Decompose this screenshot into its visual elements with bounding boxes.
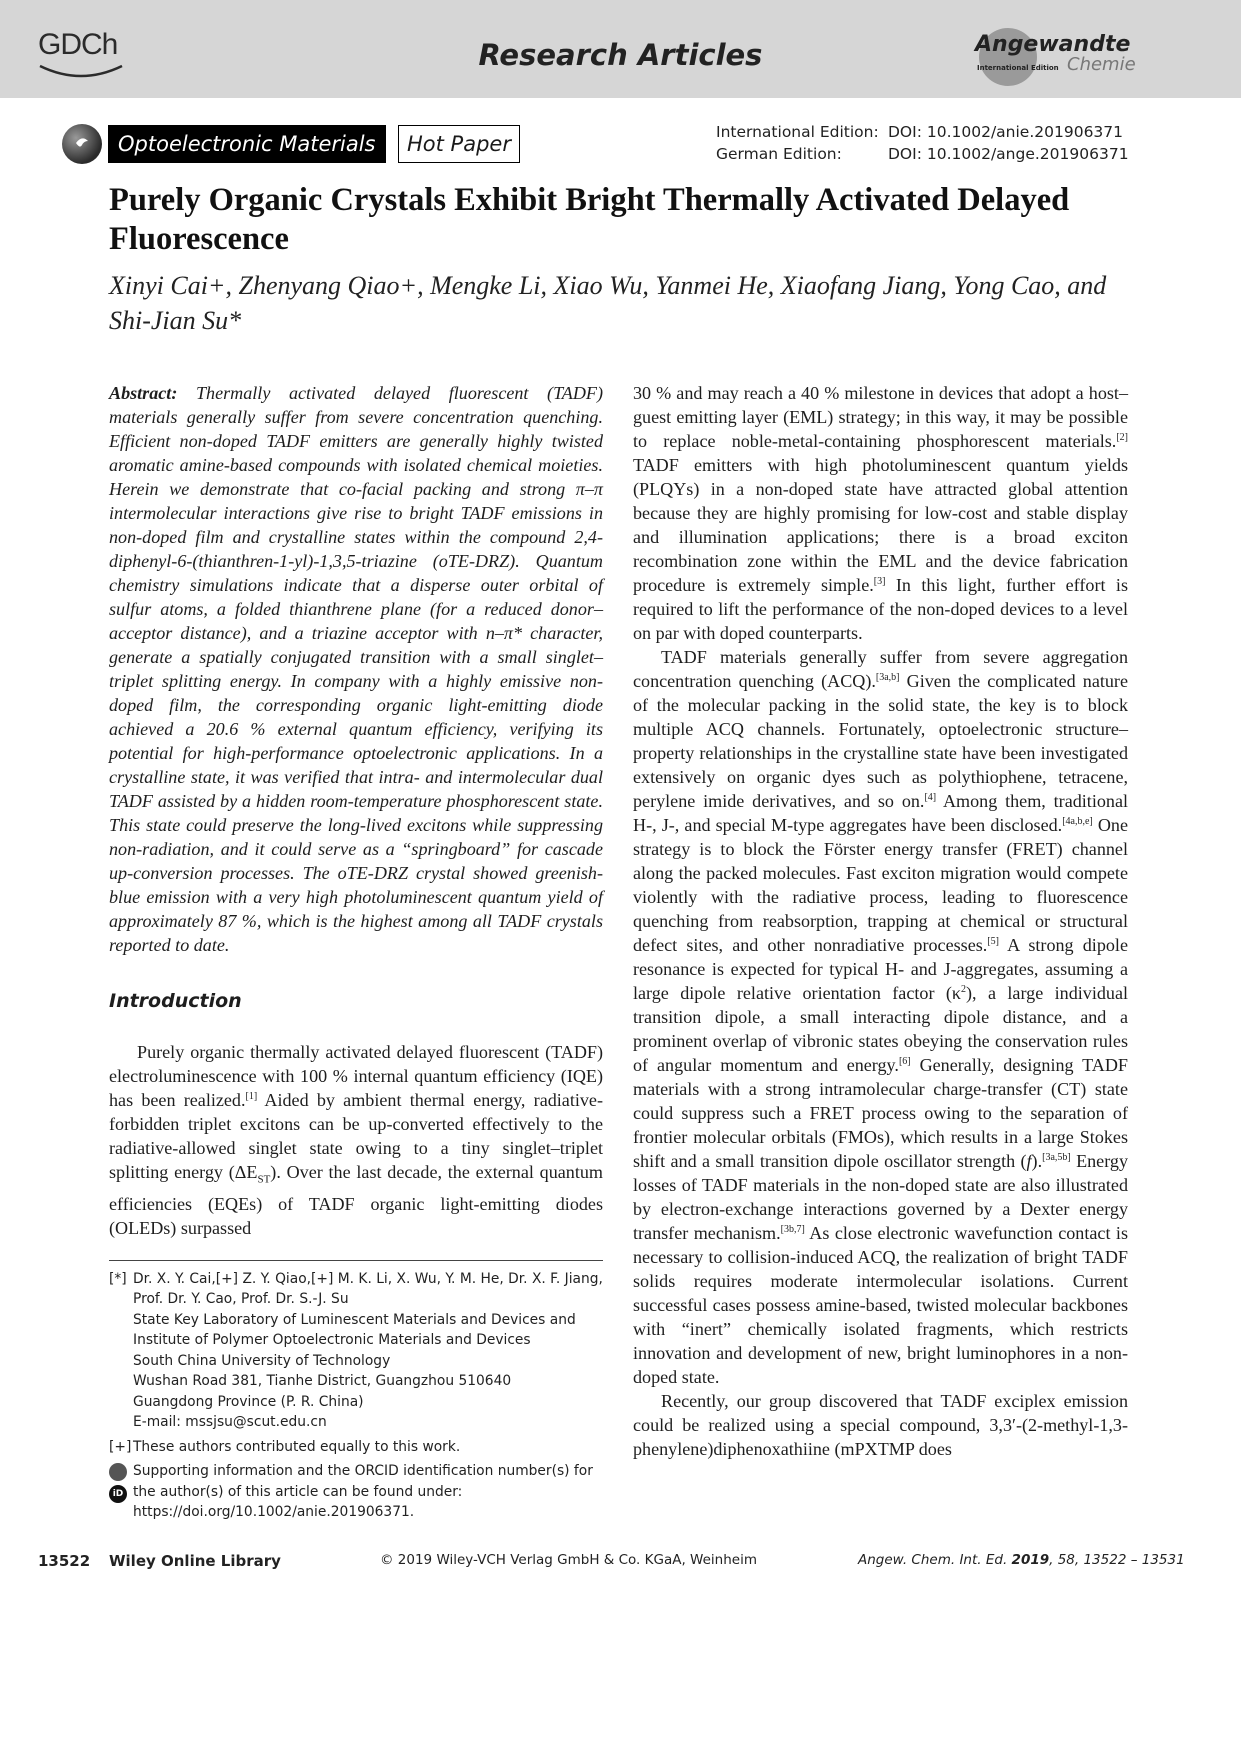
abstract <box>109 381 603 957</box>
body-paragraph <box>633 381 1128 645</box>
body-paragraph <box>633 645 1128 1389</box>
journal-logo-sub: Chemie <box>1067 54 1136 75</box>
body-text: Given the complicated nature of the molecular packing in the solid state, the key is to block multiple ACQ channels. Fortunately, optoelectronic structure–property relationships in the crystalline state have been investigated extensively on organic dyes such as polythiophene, tetracene, perylene imide derivatives, and so on. <box>633 671 1128 811</box>
body-text: TADF emitters with high photoluminescent quantum yields (PLQYs) in a non-doped state have attracted global attention because they are highly promising for low-cost and stable display and illumination applications; there is a broad exciton recombination zone within the EML and the device fabrication procedure is extremely simple. <box>633 455 1128 595</box>
footnote-rule <box>109 1260 603 1261</box>
doi-intl-label: International Edition: <box>716 123 879 141</box>
affil-line: Dr. X. Y. Cai,[+] Z. Y. Qiao,[+] M. K. Li, X. Wu, Y. M. He, Dr. X. F. Jiang, <box>133 1270 603 1287</box>
page-number: 13522 <box>38 1552 91 1570</box>
category-label: Optoelectronic Materials <box>108 125 386 163</box>
citation-ref[interactable]: [3b,7] <box>780 1223 805 1235</box>
doi-block <box>716 121 1129 165</box>
equal-mark: [+] <box>109 1438 132 1455</box>
journal-logo-edition: International Edition <box>977 64 1059 72</box>
doi-intl-value[interactable]: DOI: 10.1002/anie.201906371 <box>888 123 1124 141</box>
body-text: ), a large individual transition dipole, a small interacting dipole distance, and a prominent overlap of vibronic states obeying the conservation rules of angular momentum and energy. <box>633 983 1128 1075</box>
affil-line: Institute of Polymer Optoelectronic Materials and Devices <box>133 1332 531 1349</box>
orcid-icon[interactable]: iD <box>109 1485 127 1503</box>
citation-ref[interactable]: [4a,b,e] <box>1062 815 1093 827</box>
journal-logo-main: Angewandte <box>975 32 1131 57</box>
superscript: 2 <box>961 983 967 995</box>
abstract-label: Abstract: <box>109 383 178 403</box>
intro-text-c: ). Over the last decade, the external quantum efficiencies (EQEs) of TADF organic light-emitting diodes (OLEDs) surpassed <box>109 1162 603 1238</box>
citation-ref[interactable]: [3a,5b] <box>1042 1151 1071 1163</box>
gdch-logo: GDCh <box>38 28 118 61</box>
affiliation-mark: [*] <box>109 1270 127 1287</box>
intro-heading: Introduction <box>109 990 242 1012</box>
affil-line: State Key Laboratory of Luminescent Materials and Devices and <box>133 1311 576 1328</box>
body-text: A strong dipole resonance is expected for typical H- and J-aggregates, assuming a large dipole relative orientation factor (κ <box>633 935 1128 1003</box>
body-text: One strategy is to block the Förster energy transfer (FRET) channel along the packed molecules. Fast exciton migration would compete violently with the radiative process, leading to fluorescence quenching from reabsorption, trapping at chemical or structural defect sites, and other nonradiative processes. <box>633 815 1128 955</box>
symbol: f <box>1026 1151 1032 1171</box>
intro-subscript: ST <box>257 1173 271 1186</box>
intro-text-b: Aided by ambient thermal energy, radiative-forbidden triplet excitons can be up-converted effectively to the radiative-allowed singlet state owing to a tiny singlet–triplet splitting energy (ΔE <box>109 1090 603 1182</box>
citation-ref[interactable]: [1] <box>245 1090 258 1102</box>
citation-ref[interactable]: [3a,b] <box>875 671 900 683</box>
body-text: Among them, traditional H-, J-, and special M-type aggregates have been disclosed. <box>633 791 1129 835</box>
article-title: Purely Organic Crystals Exhibit Bright Thermally Activated Delayed Fluorescence <box>109 182 1070 257</box>
cite-year: 2019 <box>1011 1552 1050 1568</box>
affil-line: Wushan Road 381, Tianhe District, Guangzhou 510640 <box>133 1373 512 1390</box>
citation-line <box>858 1552 1185 1568</box>
abstract-text: Thermally activated delayed fluorescent (TADF) materials generally suffer from severe concentration quenching. Efficient non-doped TADF emitters are generally highly twisted aromatic amine-based compounds with isolated chemical moieties. Herein we demonstrate that co-facial packing and strong π–π intermolecular interactions give rise to bright TADF emissions in non-doped film and crystalline states within the compound 2,4-diphenyl-6-(thianthren-1-yl)-1,3,5-triazine (oTE-DRZ). Quantum chemistry simulations indicate that a disperse outer orbital of sulfur atoms, a folded thianthrene plane (for a reduced donor–acceptor distance), and a triazine acceptor with n–π* character, generate a spatially conjugated transition with a small singlet–triplet splitting energy. In company with a highly emissive non-doped film, the corresponding organic light-emitting diode achieved a 20.6 % external quantum efficiency, verifying its potential for high-performance optoelectronic applications. In a crystalline state, it was verified that intra- and intermolecular dual TADF assisted by a hidden room-temperature phosphorescent state. This state could preserve the long-lived excitons while suppressing non-radiation, and it could serve as a “springboard” for cascade up-conversion processes. The oTE-DRZ crystal showed greenish-blue emission with a very high photoluminescent quantum yield of approximately 87 %, which is the highest among all TADF crystals reported to date. <box>109 383 603 955</box>
intro-text-a: Purely organic thermally activated delayed fluorescent (TADF) electroluminescence with 100 % internal quantum efficiency (IQE) has been realized. <box>109 1042 603 1110</box>
citation-ref[interactable]: [3] <box>873 575 886 587</box>
citation-ref[interactable]: [6] <box>898 1055 911 1067</box>
body-text: As close electronic wavefunction contact is necessary to collision-induced ACQ, the realization of bright TADF solids requires moderate intermolecular isolations. Current successful cases possess amine-based, twisted molecular backbones with “inert” chemically isolated fragments, which restricts innovation and development of new, bright luminophores in a non-doped state. <box>633 1223 1128 1387</box>
doi-german-value[interactable]: DOI: 10.1002/ange.201906371 <box>888 145 1129 163</box>
author-list: Xinyi Cai+, Zhenyang Qiao+, Mengke Li, Xiao Wu, Yanmei He, Xiaofang Jiang, Yong Cao, and Shi-Jian Su* <box>109 271 1107 335</box>
intro-paragraph <box>109 1040 603 1240</box>
equal-contribution-footnote <box>109 1437 603 1458</box>
body-text: 30 % and may reach a 40 % milestone in devices that adopt a host–guest emitting layer (EML) strategy; in this way, it may be possible to replace noble-metal-containing phosphorescent materials. <box>633 383 1128 451</box>
page-footer <box>0 1552 1241 1576</box>
section-title: Research Articles <box>478 38 763 72</box>
doi-german-label: German Edition: <box>716 145 842 163</box>
body-paragraph: Recently, our group discovered that TADF exciplex emission could be realized using a special compound, 3,3′-(2-methyl-1,3-phenylene)diphenoxathiine (mPXTMP does <box>633 1391 1128 1459</box>
body-text: Generally, designing TADF materials with a strong intramolecular charge-transfer (CT) state could suppress such a FRET process owing to the separation of frontier molecular orbitals (FMOs), which results in a large Stokes shift and a small transition dipole oscillator strength ( <box>633 1055 1128 1171</box>
citation-ref[interactable]: [4] <box>924 791 937 803</box>
citation-ref[interactable]: [2] <box>1116 431 1128 443</box>
left-column <box>109 381 603 1523</box>
right-column <box>633 381 1128 1461</box>
cite-rest: , 58, 13522 – 13531 <box>1049 1552 1185 1568</box>
body-text: ). <box>1031 1151 1043 1171</box>
affil-line: Guangdong Province (P. R. China) <box>133 1393 364 1410</box>
affiliation-footnote <box>109 1269 603 1433</box>
body-text: TADF materials generally suffer from severe aggregation concentration quenching (ACQ). <box>633 647 1128 691</box>
equal-text: These authors contributed equally to this work. <box>133 1438 461 1455</box>
supporting-info-icon <box>109 1463 127 1481</box>
copyright: © 2019 Wiley-VCH Verlag GmbH & Co. KGaA, Weinheim <box>380 1552 757 1568</box>
affil-line: Prof. Dr. Y. Cao, Prof. Dr. S.-J. Su <box>133 1291 349 1308</box>
body-text: In this light, further effort is required to lift the performance of the non-doped devices to a level on par with doped counterparts. <box>633 575 1128 643</box>
body-text: Energy losses of TADF materials in the non-doped state are also illustrated by electron-exchange interactions governed by a Dexter energy transfer mechanism. <box>633 1151 1128 1243</box>
affil-email[interactable]: E-mail: mssjsu@scut.edu.cn <box>133 1414 327 1431</box>
optoelectronic-category-icon <box>62 124 102 164</box>
citation-ref[interactable]: [5] <box>987 935 999 947</box>
wiley-online-library[interactable]: Wiley Online Library <box>109 1552 281 1570</box>
supporting-info-footnote <box>109 1461 603 1523</box>
si-text[interactable]: Supporting information and the ORCID identification number(s) for the author(s) of this article can be found under: https://doi.org/10.1002/anie.201906371. <box>133 1463 593 1521</box>
hot-paper-tag: Hot Paper <box>398 125 520 163</box>
affil-line: South China University of Technology <box>133 1352 391 1369</box>
cite-journal: Angew. Chem. Int. Ed. <box>858 1552 1012 1568</box>
